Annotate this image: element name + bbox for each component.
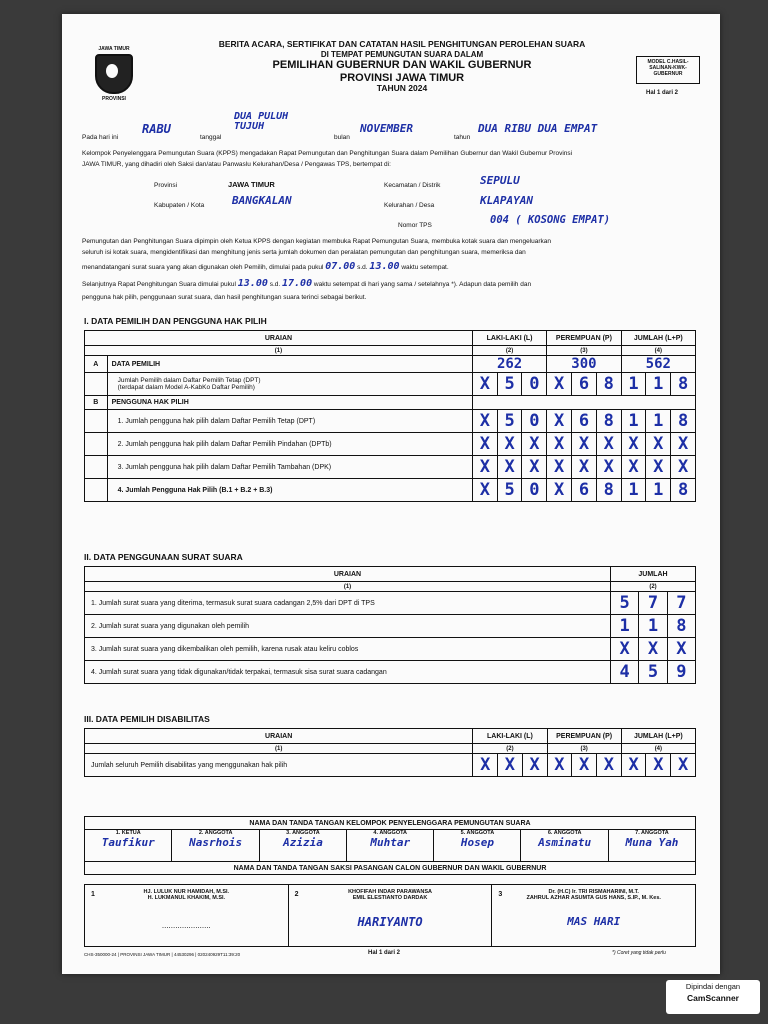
ss4-digit: 5 <box>639 661 667 684</box>
kpps-signature: Azizia <box>283 836 323 849</box>
tahun-value: DUA RIBU DUA EMPAT <box>478 122 598 135</box>
kpps-role: 4. ANGGOTA <box>373 830 408 836</box>
logo-text: JAWA TIMUR <box>98 46 130 52</box>
dpt-l-digit: 5 <box>497 373 522 396</box>
b3-p-digit: X <box>572 456 597 479</box>
ss4-digit: 4 <box>611 661 639 684</box>
logo-sub: PROVINSI <box>102 96 126 102</box>
row-a-title: DATA PEMILIH <box>107 356 472 373</box>
title-line-4: PROVINSI JAWA TIMUR <box>339 71 465 84</box>
kpps-signature: Muna Yah <box>625 836 679 849</box>
b2-p-digit: X <box>572 433 597 456</box>
dis-l-digit: X <box>473 754 498 777</box>
row-a-letter: A <box>85 356 108 373</box>
dpt-lp-digit: 1 <box>621 373 646 396</box>
saksi-table <box>84 884 696 947</box>
b1-l-digit: 5 <box>497 410 522 433</box>
b1-p-digit: 8 <box>596 410 621 433</box>
kabupaten-value: BANGKALAN <box>232 194 292 207</box>
row-a-label: Jumlah Pemilih dalam Daftar Pemilih Tetap (DPT) <box>117 377 261 384</box>
kpps-title: NAMA DAN TANDA TANGAN KELOMPOK PENYELENGGARA PEMUNGUTAN SUARA <box>85 817 696 830</box>
b1-lp-digit: 1 <box>646 410 671 433</box>
ss-row-2-label: 2. Jumlah surat suara yang digunakan oleh pemilih <box>85 615 611 638</box>
section-2-title: II. DATA PENGGUNAAN SURAT SUARA <box>84 552 243 562</box>
col-laki: LAKI-LAKI (L) <box>472 331 546 346</box>
dpt-lp-digit: 1 <box>646 373 671 396</box>
b3-l-digit: X <box>497 456 522 479</box>
page-number-top: Hal 1 dari 2 <box>646 90 679 96</box>
col-num-3: (3) <box>547 346 621 356</box>
col-num-2-2: (2) <box>611 582 696 592</box>
col-num-3-1: (1) <box>85 744 473 754</box>
kecamatan-value: SEPULU <box>480 174 520 187</box>
ss1-digit: 7 <box>667 592 695 615</box>
col-laki-3: LAKI-LAKI (L) <box>473 729 547 744</box>
time-end-1: 13.00 <box>369 261 400 273</box>
dpt-lp-digit: 8 <box>671 373 696 396</box>
ss1-digit: 7 <box>639 592 667 615</box>
ss2-digit: 1 <box>639 615 667 638</box>
saksi-signature: ...................... <box>161 921 211 930</box>
ss-row-1-label: 1. Jumlah surat suara yang diterima, termasuk surat suara cadangan 2,5% dari DPT di TPS <box>85 592 611 615</box>
pada-hari-ini-label: Pada hari ini <box>82 134 119 141</box>
tanggal-label: tanggal <box>200 134 222 141</box>
kpps-signature: Taufikur <box>101 836 155 849</box>
row-b3-label: 3. Jumlah pengguna hak pilih dalam Daftar Pemilih Tambahan (DPK) <box>107 456 472 479</box>
kpps-role: 1. KETUA <box>115 830 141 836</box>
section-1-title: I. DATA PEMILIH DAN PENGGUNA HAK PILIH <box>84 316 267 326</box>
dis-lp-digit: X <box>621 754 646 777</box>
table-surat-suara <box>84 566 696 684</box>
scanner-line-2: CamScanner <box>687 992 739 1003</box>
saksi-candidate-2: EMIL ELESTIANTO DARDAK <box>352 895 428 901</box>
b4-lp-digit: 1 <box>646 479 671 502</box>
b2-l-digit: X <box>472 433 497 456</box>
col-uraian: URAIAN <box>85 331 473 346</box>
kpps-signature: Asminatu <box>538 836 592 849</box>
kpps-role: 2. ANGGOTA <box>198 830 233 836</box>
scanner-line-1: Dipindai dengan <box>685 982 741 991</box>
b2-lp-digit: X <box>646 433 671 456</box>
section-3-title: III. DATA PEMILIH DISABILITAS <box>84 714 210 724</box>
b2-lp-digit: X <box>671 433 696 456</box>
model-box: MODEL C.HASIL-SALINAN-KWK-GUBERNUR <box>636 56 700 84</box>
dpt-l-digit: X <box>472 373 497 396</box>
saksi-candidate-1: Dr. (H.C) Ir. TRI RISMAHARINI, M.T. <box>548 889 639 895</box>
dis-l-digit: X <box>522 754 547 777</box>
b1-l-digit: X <box>472 410 497 433</box>
b4-l-digit: X <box>472 479 497 502</box>
kabupaten-label: Kabupaten / Kota <box>154 202 205 209</box>
dis-p-digit: X <box>547 754 572 777</box>
saksi-candidate-1: KHOFIFAH INDAR PARAWANSA <box>348 889 432 895</box>
dpt-p-digit: 6 <box>572 373 597 396</box>
waktu-1: waktu setempat. <box>401 264 449 272</box>
kelurahan-label: Kelurahan / Desa <box>384 202 435 209</box>
provinsi-value: JAWA TIMUR <box>228 180 275 189</box>
ss-row-4-label: 4. Jumlah surat suara yang tidak digunakan/tidak terpakai, termasuk sisa surat suara cadangan <box>85 661 611 684</box>
b2-p-digit: X <box>596 433 621 456</box>
b4-p-digit: X <box>547 479 572 502</box>
col-uraian-2: URAIAN <box>85 567 611 582</box>
col-jumlah: JUMLAH (L+P) <box>621 331 695 346</box>
b3-p-digit: X <box>547 456 572 479</box>
dpt-p-digit: X <box>547 373 572 396</box>
body-line-1: Pemungutan dan Penghitungan Suara dipimpin oleh Ketua KPPS dengan kegiatan membuka Rapat Pemungutan Suara, membuka kotak suara dan mengeluarkan <box>82 238 552 245</box>
kecamatan-label: Kecamatan / Distrik <box>384 182 441 189</box>
body-line-5: pengguna hak pilih, penggunaan surat suara, dan hasil penghitungan suara terinci sebagai berikut. <box>82 294 367 302</box>
title-line-5: TAHUN 2024 <box>376 83 428 94</box>
saksi-number: 2 <box>294 891 299 898</box>
b3-p-digit: X <box>596 456 621 479</box>
b3-l-digit: X <box>522 456 547 479</box>
dis-p-digit: X <box>572 754 597 777</box>
sd-2: s.d. <box>269 281 281 289</box>
col-jumlah-3: JUMLAH (L+P) <box>621 729 695 744</box>
row-b1-label: 1. Jumlah pengguna hak pilih dalam Daftar Pemilih Tetap (DPT) <box>107 410 472 433</box>
dis-lp-digit: X <box>646 754 671 777</box>
b1-lp-digit: 1 <box>621 410 646 433</box>
row-a-label-2: (terdapat dalam Model A-KabKo Daftar Pemilih) <box>117 384 255 391</box>
b3-lp-digit: X <box>621 456 646 479</box>
b2-l-digit: X <box>522 433 547 456</box>
time-start-2: 13.00 <box>237 278 268 290</box>
saksi-candidate-2: ZAHRUL AZHAR ASUMTA GUS HANS, S.IP., M. Kes. <box>526 895 661 901</box>
footer-note: *) Coret yang tidak perlu <box>612 950 666 956</box>
b3-lp-digit: X <box>671 456 696 479</box>
tps-value: 004 ( KOSONG EMPAT) <box>490 214 611 226</box>
saksi-signature: MAS HARI <box>567 915 621 928</box>
kpps-role: 5. ANGGOTA <box>460 830 495 836</box>
col-num-1: (1) <box>85 346 473 356</box>
b2-lp-digit: X <box>621 433 646 456</box>
ss2-digit: 1 <box>611 615 639 638</box>
bulan-value: NOVEMBER <box>360 122 413 135</box>
dpt-l-digit: 0 <box>522 373 547 396</box>
kpps-role: 6. ANGGOTA <box>547 830 582 836</box>
saksi-number: 1 <box>91 891 95 898</box>
document-title <box>172 40 632 94</box>
col-num-2-1: (1) <box>85 582 611 592</box>
saksi-number: 3 <box>498 891 503 898</box>
dpt-laki-total: 262 <box>472 356 546 373</box>
ss-row-3-label: 3. Jumlah surat suara yang dikembalikan oleh pemilih, karena rusak atau keliru coblos <box>85 638 611 661</box>
b1-p-digit: X <box>547 410 572 433</box>
b1-l-digit: 0 <box>522 410 547 433</box>
saksi-title: NAMA DAN TANDA TANGAN SAKSI PASANGAN CALON GUBERNUR DAN WAKIL GUBERNUR <box>85 862 696 875</box>
b2-p-digit: X <box>547 433 572 456</box>
row-b-title: PENGGUNA HAK PILIH <box>107 396 472 410</box>
col-num-4: (4) <box>621 346 695 356</box>
col-uraian-3: URAIAN <box>85 729 473 744</box>
bulan-label: bulan <box>334 134 350 141</box>
title-line-1: BERITA ACARA, SERTIFIKAT DAN CATATAN HASIL PENGHITUNGAN PEROLEHAN SUARA <box>218 39 586 49</box>
sd-1: s.d. <box>357 264 368 272</box>
footer-page: Hal 1 dari 2 <box>368 950 401 956</box>
b3-lp-digit: X <box>646 456 671 479</box>
body-line-4: Selanjutnya Rapat Penghitungan Suara dimulai pukul <box>82 281 236 289</box>
kpps-signature: Muhtar <box>370 836 411 849</box>
intro-paragraph-1: Kelompok Penyelenggara Pemungutan Suara (KPPS) mengadakan Rapat Pemungutan dan Penghitungan Suara dalam Pemilihan Gubernur dan Wakil Gubernur Provinsi <box>82 150 573 157</box>
kpps-signature: Hosep <box>460 836 494 849</box>
col-num-3-3: (3) <box>547 744 621 754</box>
ss4-digit: 9 <box>667 661 695 684</box>
dpt-jumlah-total: 562 <box>621 356 695 373</box>
shield-icon <box>95 54 133 94</box>
row-b4-label: 4. Jumlah Pengguna Hak Pilih (B.1 + B.2 + B.3) <box>107 479 472 502</box>
kpps-role: 3. ANGGOTA <box>286 830 320 836</box>
b4-p-digit: 8 <box>596 479 621 502</box>
title-line-2: DI TEMPAT PEMUNGUTAN SUARA DALAM <box>320 49 484 59</box>
ss3-digit: X <box>667 638 695 661</box>
col-perempuan-3: PEREMPUAN (P) <box>547 729 621 744</box>
document-page <box>62 14 720 974</box>
saksi-signature: HARIYANTO <box>357 915 423 929</box>
dis-lp-digit: X <box>671 754 696 777</box>
dis-row-label: Jumlah seluruh Pemilih disabilitas yang menggunakan hak pilih <box>85 754 473 777</box>
b4-lp-digit: 8 <box>671 479 696 502</box>
b2-l-digit: X <box>497 433 522 456</box>
row-b2-label: 2. Jumlah pengguna hak pilih dalam Daftar Pemilih Pindahan (DPTb) <box>107 433 472 456</box>
dis-l-digit: X <box>498 754 523 777</box>
saksi-candidate-1: HJ. LULUK NUR HAMIDAH, M.SI. <box>143 889 230 895</box>
dis-p-digit: X <box>597 754 622 777</box>
b1-lp-digit: 8 <box>671 410 696 433</box>
kpps-signature: Nasrhois <box>189 836 243 849</box>
col-num-3-4: (4) <box>621 744 695 754</box>
body-line-2: seluruh isi kotak suara, mengidentifikasi dan menghitung jenis serta jumlah dokumen dan peralatan pemungutan dan penghitungan suara, memeriksa dan <box>82 249 526 257</box>
ss2-digit: 8 <box>667 615 695 638</box>
col-num-2: (2) <box>472 346 546 356</box>
time-end-2: 17.00 <box>281 278 313 290</box>
ss3-digit: X <box>611 638 639 661</box>
col-num-3-2: (2) <box>473 744 547 754</box>
dpt-perempuan-total: 300 <box>547 356 621 373</box>
time-start-1: 07.00 <box>325 261 356 273</box>
kpu-logo <box>92 46 136 106</box>
kpps-role: 7. ANGGOTA <box>635 830 669 836</box>
dpt-p-digit: 8 <box>596 373 621 396</box>
row-b-letter: B <box>85 396 108 410</box>
intro-paragraph-2: JAWA TIMUR, yang dihadiri oleh Saksi dan/atau Panwaslu Kelurahan/Desa / Pengawas TPS, bertempat di: <box>82 161 391 169</box>
tahun-label: tahun <box>454 134 471 141</box>
title-line-3: PEMILIHAN GUBERNUR DAN WAKIL GUBERNUR <box>272 58 532 71</box>
b4-lp-digit: 1 <box>621 479 646 502</box>
b4-l-digit: 5 <box>497 479 522 502</box>
camscanner-watermark <box>666 980 760 1014</box>
body-line-3: menandatangani surat suara yang akan digunakan oleh Pemilih, dimulai pada pukul <box>82 264 324 272</box>
b3-l-digit: X <box>472 456 497 479</box>
hari-value: RABU <box>142 122 171 136</box>
b1-p-digit: 6 <box>572 410 597 433</box>
tps-label: Nomor TPS <box>398 222 432 229</box>
col-perempuan: PEREMPUAN (P) <box>547 331 621 346</box>
ss1-digit: 5 <box>611 592 639 615</box>
table-disabilitas <box>84 728 696 777</box>
tanggal-value: DUA PULUH TUJUH <box>234 111 289 132</box>
ss3-digit: X <box>639 638 667 661</box>
b4-l-digit: 0 <box>522 479 547 502</box>
saksi-candidate-2: H. LUKMANUL KHAKIM, M.SI. <box>147 895 226 901</box>
body-line-4b: waktu setempat di hari yang sama / setelahnya *). Adapun data pemilih dan <box>313 281 532 289</box>
table-data-pemilih <box>84 330 696 502</box>
col-jumlah-2: JUMLAH <box>611 567 696 582</box>
footer-id: CHS-350000-24 | PROVINSI JAWA TIMUR | 44530296 | 020240929T11:39:20 <box>84 952 241 957</box>
b4-p-digit: 6 <box>572 479 597 502</box>
provinsi-label: Provinsi <box>154 182 178 189</box>
kelurahan-value: KLAPAYAN <box>480 194 533 207</box>
signature-table <box>84 816 696 875</box>
